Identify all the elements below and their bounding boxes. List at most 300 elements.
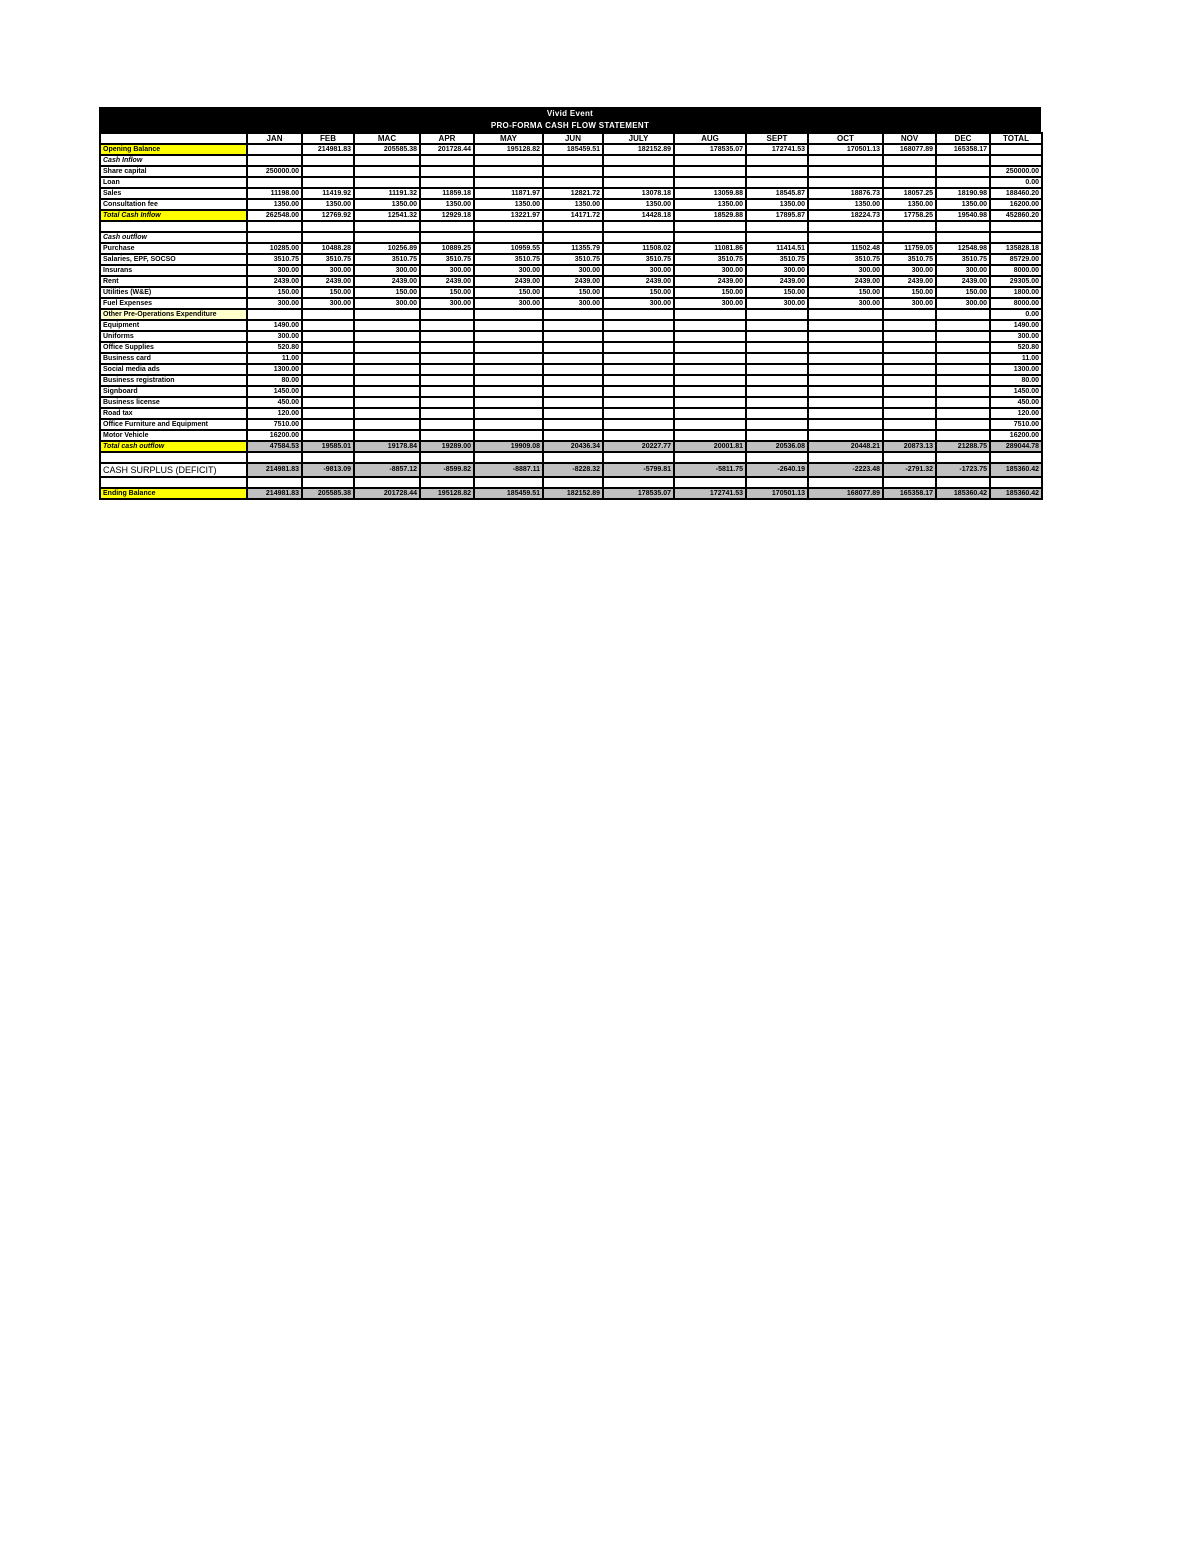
row-value-cell: 1350.00 — [420, 199, 474, 210]
row-value-cell: 150.00 — [746, 287, 808, 298]
row-value-cell — [936, 232, 990, 243]
row-value-cell — [674, 320, 746, 331]
row-value-cell: 150.00 — [302, 287, 354, 298]
row-value-cell: 1350.00 — [808, 199, 883, 210]
row-value-cell: 10285.00 — [247, 243, 302, 254]
row-value-cell — [543, 342, 603, 353]
row-value-cell: 201728.44 — [420, 144, 474, 155]
row-value-cell: 1350.00 — [603, 199, 674, 210]
empty-cell — [420, 452, 474, 463]
row-value-cell: 300.00 — [746, 298, 808, 309]
row-value-cell — [474, 177, 543, 188]
empty-cell — [247, 477, 302, 488]
row-total-cell: 0.00 — [990, 309, 1042, 320]
row-value-cell: 11355.79 — [543, 243, 603, 254]
row-value-cell: 165358.17 — [936, 144, 990, 155]
row-value-cell: 168077.89 — [883, 144, 936, 155]
row-value-cell — [247, 177, 302, 188]
row-value-cell: 10256.89 — [354, 243, 420, 254]
row-value-cell: 165358.17 — [883, 488, 936, 499]
row-value-cell — [808, 320, 883, 331]
row-value-cell — [354, 342, 420, 353]
row-label: Cash outflow — [100, 232, 247, 243]
row-value-cell: 18224.73 — [808, 210, 883, 221]
row-value-cell: 11081.86 — [674, 243, 746, 254]
row-value-cell: 300.00 — [474, 298, 543, 309]
row-value-cell: 11419.92 — [302, 188, 354, 199]
row-value-cell: 1350.00 — [936, 199, 990, 210]
row-value-cell — [674, 155, 746, 166]
table-row — [100, 488, 1042, 499]
row-total-cell — [990, 155, 1042, 166]
empty-cell — [354, 452, 420, 463]
row-value-cell — [746, 155, 808, 166]
row-value-cell: 12769.92 — [302, 210, 354, 221]
row-value-cell — [474, 353, 543, 364]
row-value-cell: 19585.01 — [302, 441, 354, 452]
table-row — [100, 155, 1042, 166]
row-value-cell — [746, 397, 808, 408]
table-row — [100, 331, 1042, 342]
row-value-cell — [420, 309, 474, 320]
row-value-cell — [543, 408, 603, 419]
row-value-cell: 3510.75 — [354, 254, 420, 265]
empty-cell — [247, 452, 302, 463]
table-row — [100, 144, 1042, 155]
row-value-cell — [543, 177, 603, 188]
row-value-cell — [354, 309, 420, 320]
row-value-cell: -8599.82 — [420, 463, 474, 477]
row-value-cell — [420, 353, 474, 364]
row-value-cell: 185459.51 — [543, 144, 603, 155]
empty-cell — [936, 477, 990, 488]
row-value-cell — [883, 430, 936, 441]
row-label: Loan — [100, 177, 247, 188]
row-value-cell — [302, 342, 354, 353]
row-label: Uniforms — [100, 331, 247, 342]
table-row — [100, 309, 1042, 320]
month-header: DEC — [936, 133, 990, 144]
row-value-cell — [936, 430, 990, 441]
row-value-cell: 3510.75 — [474, 254, 543, 265]
empty-cell — [883, 477, 936, 488]
row-value-cell: -5799.81 — [603, 463, 674, 477]
header-blank-cell — [100, 133, 247, 144]
row-value-cell — [474, 155, 543, 166]
row-value-cell — [883, 155, 936, 166]
row-value-cell: 1350.00 — [883, 199, 936, 210]
row-value-cell: 80.00 — [247, 375, 302, 386]
row-value-cell — [302, 419, 354, 430]
row-value-cell — [543, 364, 603, 375]
row-value-cell: 7510.00 — [247, 419, 302, 430]
row-value-cell — [603, 155, 674, 166]
row-value-cell — [746, 419, 808, 430]
row-value-cell: 300.00 — [603, 298, 674, 309]
row-value-cell: 300.00 — [247, 265, 302, 276]
row-total-cell: 250000.00 — [990, 166, 1042, 177]
row-value-cell — [746, 386, 808, 397]
row-value-cell: 195128.82 — [474, 144, 543, 155]
row-value-cell — [354, 419, 420, 430]
row-value-cell — [603, 309, 674, 320]
row-label: Salaries, EPF, SOCSO — [100, 254, 247, 265]
row-label: Business card — [100, 353, 247, 364]
row-value-cell: 2439.00 — [808, 276, 883, 287]
row-total-cell: 1800.00 — [990, 287, 1042, 298]
empty-cell — [674, 477, 746, 488]
spacer-row — [100, 452, 1042, 463]
row-value-cell — [302, 166, 354, 177]
row-value-cell — [674, 353, 746, 364]
row-value-cell — [302, 155, 354, 166]
row-value-cell — [474, 309, 543, 320]
row-value-cell: 182152.89 — [543, 488, 603, 499]
row-value-cell — [746, 408, 808, 419]
row-value-cell — [302, 408, 354, 419]
row-total-cell: 80.00 — [990, 375, 1042, 386]
row-label: Share capital — [100, 166, 247, 177]
row-value-cell — [247, 309, 302, 320]
row-value-cell: 182152.89 — [603, 144, 674, 155]
empty-cell — [420, 221, 474, 232]
row-value-cell: 3510.75 — [674, 254, 746, 265]
month-header: JULY — [603, 133, 674, 144]
month-header: APR — [420, 133, 474, 144]
table-row — [100, 397, 1042, 408]
row-value-cell — [603, 331, 674, 342]
row-label: Social media ads — [100, 364, 247, 375]
row-value-cell — [420, 375, 474, 386]
row-value-cell: 47584.53 — [247, 441, 302, 452]
row-value-cell: 1490.00 — [247, 320, 302, 331]
row-value-cell — [603, 408, 674, 419]
row-value-cell: 11859.18 — [420, 188, 474, 199]
row-value-cell — [936, 364, 990, 375]
row-value-cell — [603, 232, 674, 243]
row-value-cell: 19909.08 — [474, 441, 543, 452]
row-value-cell: 3510.75 — [883, 254, 936, 265]
row-value-cell — [474, 408, 543, 419]
row-value-cell — [808, 375, 883, 386]
row-value-cell: 11502.48 — [808, 243, 883, 254]
row-value-cell: 300.00 — [543, 298, 603, 309]
row-total-cell: 85729.00 — [990, 254, 1042, 265]
row-value-cell — [746, 232, 808, 243]
empty-cell — [302, 452, 354, 463]
row-value-cell — [808, 177, 883, 188]
row-value-cell: 205585.38 — [302, 488, 354, 499]
empty-cell — [936, 452, 990, 463]
row-value-cell: 13078.18 — [603, 188, 674, 199]
row-value-cell: 2439.00 — [420, 276, 474, 287]
row-value-cell: -1723.75 — [936, 463, 990, 477]
row-value-cell — [603, 375, 674, 386]
row-value-cell: 300.00 — [674, 298, 746, 309]
empty-cell — [746, 477, 808, 488]
row-label: Fuel Expenses — [100, 298, 247, 309]
row-value-cell — [302, 397, 354, 408]
row-total-cell: 16200.00 — [990, 199, 1042, 210]
empty-cell — [674, 452, 746, 463]
row-value-cell — [474, 166, 543, 177]
row-label: Signboard — [100, 386, 247, 397]
empty-cell — [302, 477, 354, 488]
empty-cell — [990, 477, 1042, 488]
row-value-cell — [302, 331, 354, 342]
row-value-cell: 300.00 — [746, 265, 808, 276]
row-value-cell — [603, 342, 674, 353]
row-value-cell: -8857.12 — [354, 463, 420, 477]
row-value-cell — [420, 232, 474, 243]
row-value-cell — [354, 232, 420, 243]
row-value-cell — [674, 309, 746, 320]
row-value-cell: 300.00 — [302, 298, 354, 309]
row-value-cell: 17758.25 — [883, 210, 936, 221]
row-total-cell: 289044.78 — [990, 441, 1042, 452]
row-value-cell: 3510.75 — [808, 254, 883, 265]
table-row — [100, 276, 1042, 287]
row-total-cell: 0.00 — [990, 177, 1042, 188]
row-value-cell: 19289.00 — [420, 441, 474, 452]
row-label: Office Supplies — [100, 342, 247, 353]
row-value-cell — [674, 331, 746, 342]
row-value-cell — [420, 155, 474, 166]
row-value-cell — [354, 430, 420, 441]
row-value-cell: 172741.53 — [746, 144, 808, 155]
row-value-cell: 1350.00 — [746, 199, 808, 210]
row-value-cell — [936, 419, 990, 430]
row-total-cell: 8000.00 — [990, 265, 1042, 276]
table-row — [100, 320, 1042, 331]
row-value-cell — [603, 397, 674, 408]
row-value-cell — [474, 342, 543, 353]
row-value-cell — [474, 320, 543, 331]
row-value-cell: 2439.00 — [302, 276, 354, 287]
row-label: Other Pre-Operations Expenditure — [100, 309, 247, 320]
row-value-cell — [420, 364, 474, 375]
row-value-cell — [883, 364, 936, 375]
empty-cell — [746, 452, 808, 463]
row-label: Equipment — [100, 320, 247, 331]
row-value-cell — [674, 342, 746, 353]
empty-cell — [474, 221, 543, 232]
row-value-cell — [354, 408, 420, 419]
row-label: Sales — [100, 188, 247, 199]
row-value-cell — [543, 331, 603, 342]
row-total-cell: 1300.00 — [990, 364, 1042, 375]
row-value-cell — [808, 309, 883, 320]
row-value-cell: 1350.00 — [354, 199, 420, 210]
row-value-cell — [474, 386, 543, 397]
row-value-cell: 10488.28 — [302, 243, 354, 254]
row-value-cell: 201728.44 — [354, 488, 420, 499]
sheet-title: Vivid Event — [546, 109, 594, 118]
row-value-cell: 250000.00 — [247, 166, 302, 177]
row-value-cell — [674, 386, 746, 397]
row-value-cell: 18529.88 — [674, 210, 746, 221]
row-value-cell — [674, 397, 746, 408]
row-value-cell — [883, 177, 936, 188]
row-value-cell — [936, 166, 990, 177]
table-row — [100, 243, 1042, 254]
row-value-cell — [302, 353, 354, 364]
empty-cell — [543, 452, 603, 463]
row-value-cell — [474, 430, 543, 441]
row-value-cell: -2640.19 — [746, 463, 808, 477]
table-row — [100, 166, 1042, 177]
row-total-cell: 185360.42 — [990, 488, 1042, 499]
empty-cell — [543, 477, 603, 488]
row-value-cell — [474, 331, 543, 342]
row-value-cell — [746, 353, 808, 364]
month-header: MAC — [354, 133, 420, 144]
row-value-cell — [543, 309, 603, 320]
table-body — [100, 133, 1042, 499]
row-value-cell: -8228.32 — [543, 463, 603, 477]
row-value-cell: 300.00 — [883, 265, 936, 276]
row-value-cell — [936, 320, 990, 331]
row-value-cell: 168077.89 — [808, 488, 883, 499]
row-value-cell — [543, 155, 603, 166]
row-value-cell — [247, 144, 302, 155]
row-value-cell: 2439.00 — [936, 276, 990, 287]
row-value-cell: 20448.21 — [808, 441, 883, 452]
row-label: Rent — [100, 276, 247, 287]
row-value-cell: 170501.13 — [746, 488, 808, 499]
empty-cell — [808, 477, 883, 488]
row-value-cell — [603, 177, 674, 188]
row-total-cell: 520.80 — [990, 342, 1042, 353]
table-row — [100, 386, 1042, 397]
table-row — [100, 287, 1042, 298]
row-value-cell: 300.00 — [808, 298, 883, 309]
row-value-cell — [936, 331, 990, 342]
row-value-cell: 300.00 — [474, 265, 543, 276]
row-value-cell: 150.00 — [354, 287, 420, 298]
row-value-cell — [420, 166, 474, 177]
row-value-cell: 185360.42 — [936, 488, 990, 499]
row-value-cell: 11414.51 — [746, 243, 808, 254]
empty-cell — [543, 221, 603, 232]
row-value-cell — [936, 177, 990, 188]
row-value-cell — [808, 397, 883, 408]
row-value-cell — [746, 320, 808, 331]
row-value-cell: 1350.00 — [302, 199, 354, 210]
row-value-cell — [674, 166, 746, 177]
row-value-cell — [883, 386, 936, 397]
row-value-cell: 14428.18 — [603, 210, 674, 221]
month-header: SEPT — [746, 133, 808, 144]
row-value-cell: 3510.75 — [936, 254, 990, 265]
row-value-cell — [808, 331, 883, 342]
row-total-cell: 452860.20 — [990, 210, 1042, 221]
row-value-cell — [354, 353, 420, 364]
table-row — [100, 177, 1042, 188]
row-value-cell — [302, 364, 354, 375]
row-value-cell: 195128.82 — [420, 488, 474, 499]
row-value-cell — [746, 177, 808, 188]
table-row — [100, 210, 1042, 221]
row-value-cell — [354, 177, 420, 188]
cash-flow-sheet — [99, 107, 1041, 500]
row-value-cell — [808, 166, 883, 177]
row-value-cell — [543, 166, 603, 177]
empty-cell — [808, 221, 883, 232]
row-value-cell — [746, 342, 808, 353]
spacer-row — [100, 221, 1042, 232]
row-value-cell: 2439.00 — [543, 276, 603, 287]
row-value-cell — [474, 364, 543, 375]
row-value-cell — [808, 386, 883, 397]
row-total-cell: 450.00 — [990, 397, 1042, 408]
empty-cell — [808, 452, 883, 463]
row-value-cell: 19540.98 — [936, 210, 990, 221]
row-value-cell: 150.00 — [543, 287, 603, 298]
row-value-cell — [603, 430, 674, 441]
row-value-cell — [302, 386, 354, 397]
row-value-cell: -5811.75 — [674, 463, 746, 477]
row-value-cell — [936, 397, 990, 408]
row-label: Motor Vehicle — [100, 430, 247, 441]
row-value-cell — [603, 386, 674, 397]
row-value-cell — [883, 342, 936, 353]
sheet-subtitle: PRO-FORMA CASH FLOW STATEMENT — [490, 121, 650, 130]
row-total-cell: 29305.00 — [990, 276, 1042, 287]
row-value-cell: 21288.75 — [936, 441, 990, 452]
row-value-cell: 11191.32 — [354, 188, 420, 199]
row-value-cell — [354, 397, 420, 408]
row-value-cell: 18190.98 — [936, 188, 990, 199]
row-value-cell: 11198.00 — [247, 188, 302, 199]
row-value-cell — [543, 320, 603, 331]
row-value-cell — [883, 375, 936, 386]
row-value-cell: 11508.02 — [603, 243, 674, 254]
row-value-cell: 1350.00 — [674, 199, 746, 210]
row-value-cell — [420, 177, 474, 188]
row-value-cell — [883, 166, 936, 177]
empty-cell — [603, 221, 674, 232]
row-label: Insurans — [100, 265, 247, 276]
empty-cell — [100, 221, 247, 232]
empty-cell — [354, 477, 420, 488]
row-label: Total cash outflow — [100, 441, 247, 452]
row-value-cell: 300.00 — [247, 331, 302, 342]
row-value-cell: 14171.72 — [543, 210, 603, 221]
row-total-cell: 1490.00 — [990, 320, 1042, 331]
month-header: MAY — [474, 133, 543, 144]
row-value-cell: 300.00 — [354, 265, 420, 276]
row-value-cell — [746, 375, 808, 386]
row-value-cell: 2439.00 — [603, 276, 674, 287]
row-value-cell: 120.00 — [247, 408, 302, 419]
row-label: Business license — [100, 397, 247, 408]
table-row — [100, 254, 1042, 265]
row-label: CASH SURPLUS (DEFICIT) — [100, 463, 247, 477]
row-value-cell — [808, 353, 883, 364]
row-total-cell: 7510.00 — [990, 419, 1042, 430]
row-value-cell — [936, 309, 990, 320]
row-value-cell — [420, 386, 474, 397]
row-value-cell — [474, 232, 543, 243]
row-value-cell — [420, 331, 474, 342]
row-value-cell — [354, 375, 420, 386]
row-value-cell: 300.00 — [674, 265, 746, 276]
row-value-cell — [746, 364, 808, 375]
row-value-cell: 150.00 — [936, 287, 990, 298]
table-row — [100, 232, 1042, 243]
row-value-cell: 262548.00 — [247, 210, 302, 221]
